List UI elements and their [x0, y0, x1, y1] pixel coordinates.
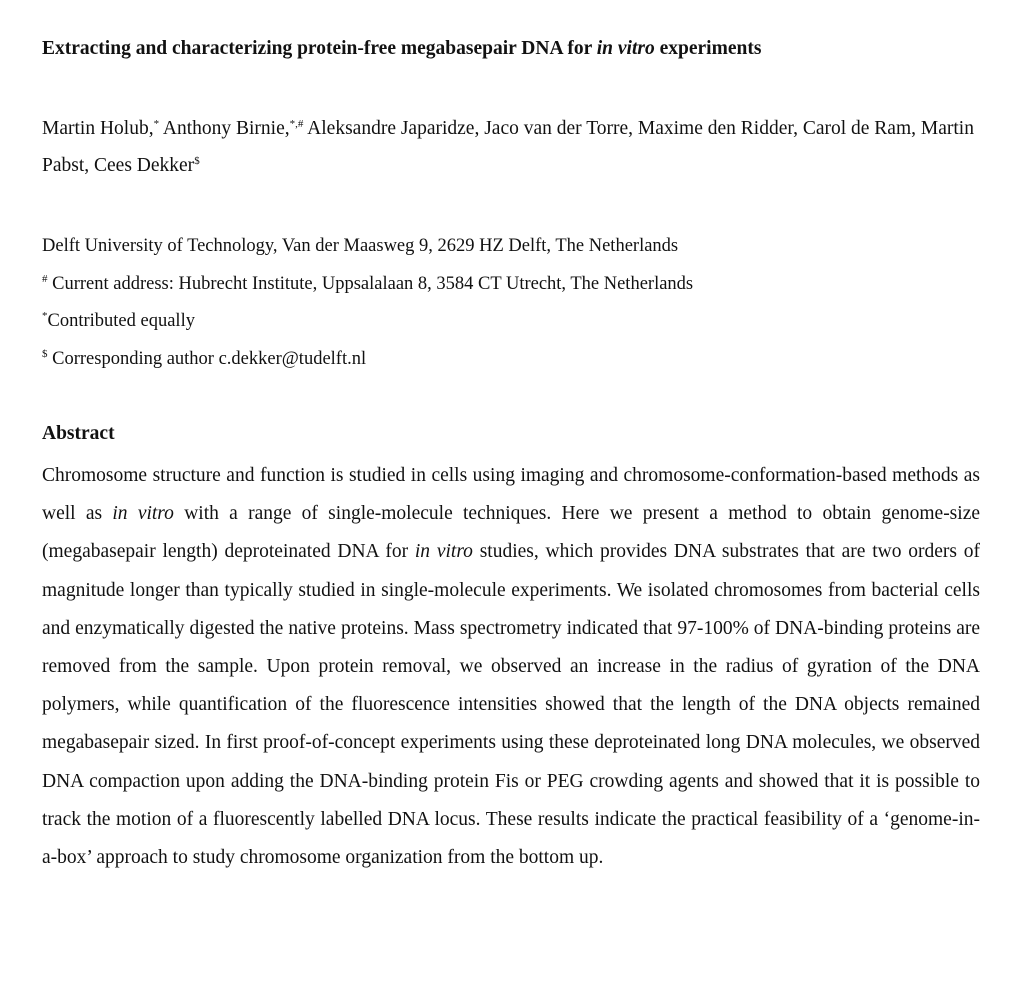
author-holub-mark: * — [153, 118, 160, 130]
abstract-body — [42, 457, 980, 877]
title-italic: in vitro — [596, 38, 655, 59]
affiliation-institution: Delft University of Technology, Van der Maasweg 9, 2629 HZ Delft, The Netherlands — [42, 236, 679, 256]
title-text-1: Extracting and characterizing protein-free megabasepair DNA for — [42, 38, 597, 59]
author-dekker-mark: $ — [194, 155, 200, 167]
title-text-2: experiments — [654, 38, 762, 59]
equal-contribution-text: Contributed equally — [47, 311, 195, 331]
abstract-text-1: Chromosome structure and function is studied in cells using imaging and chromosome-conformation-based methods as well as — [42, 465, 980, 525]
abstract-italic-2: in vitro — [414, 541, 473, 563]
affiliation-equal-contribution — [42, 303, 982, 341]
author-birnie: Anthony Birnie, — [159, 118, 290, 139]
affiliations — [42, 228, 982, 378]
author-rest: Aleksandre Japaridze, Jaco van der Torre, Maxime den Ridder, Carol de Ram, Martin Pabst, Cees Dekker — [42, 118, 974, 176]
corresponding-author-text: Corresponding author c.dekker@tudelft.nl — [47, 348, 367, 369]
paper-title — [42, 34, 992, 64]
abstract-italic-1: in vitro — [112, 503, 174, 525]
author-birnie-mark: *,# — [289, 118, 304, 130]
corresponding-author-mark: $ — [42, 347, 48, 360]
equal-contribution-mark: * — [42, 310, 48, 322]
current-address-mark: # — [42, 272, 48, 285]
author-list — [42, 110, 982, 184]
abstract-heading: Abstract — [42, 423, 115, 444]
affiliation-current-address — [42, 266, 982, 304]
affiliation-corresponding-author — [42, 341, 982, 379]
abstract-text-3: studies, which provides DNA substrates that are two orders of magnitude longer than typically studied in single-molecule experiments. We isolated chromosomes from bacterial cells and enzymatically digested the native proteins. Mass spectrometry indicated that 97-100% of DNA-binding proteins are removed from the sample. Upon protein removal, we observed an increase in the radius of gyration of the DNA polymers, while quantification of the fluorescence intensities showed that the length of the DNA objects remained megabasepair sized. In first proof-of-concept experiments using these deproteinated long DNA molecules, we observed DNA compaction upon adding the DNA-binding protein Fis or PEG crowding agents and showed that it is possible to track the motion of a fluorescently labelled DNA locus. These results indicate the practical feasibility of a ‘genome-in-a-box’ approach to study chromosome organization from the bottom up. — [42, 541, 980, 869]
author-holub: Martin Holub, — [42, 118, 154, 139]
current-address-text: Current address: Hubrecht Institute, Uppsalalaan 8, 3584 CT Utrecht, The Netherlands — [47, 273, 694, 294]
abstract-text-2: with a range of single-molecule techniques. Here we present a method to obtain genome-size (megabasepair length) deproteinated DNA for — [42, 503, 980, 563]
